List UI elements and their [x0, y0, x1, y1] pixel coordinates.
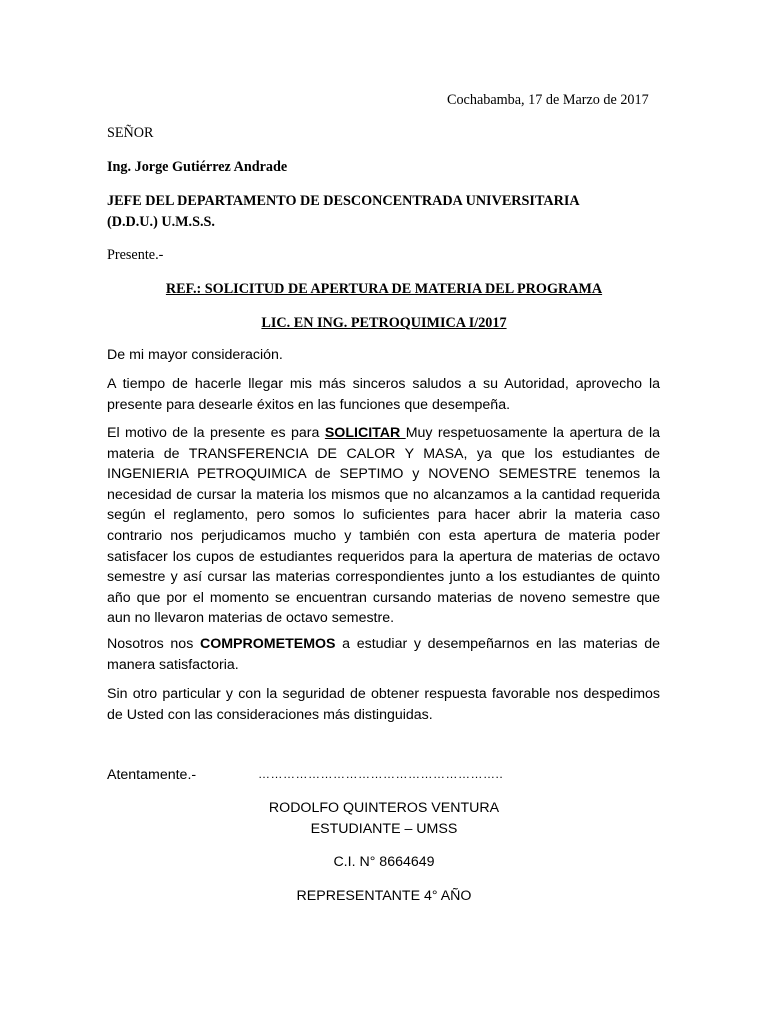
reference-line2: LIC. EN ING. PETROQUIMICA I/2017	[261, 315, 507, 331]
reference-line1: REF.: SOLICITUD DE APERTURA DE MATERIA DEL PROGRAMA	[165, 281, 603, 297]
recipient-position-line2: (D.D.U.) U.M.S.S.	[107, 214, 215, 230]
signature-line: …………………………………………………..	[258, 767, 504, 781]
paragraph-3-emphasis: COMPROMETEMOS	[199, 636, 336, 652]
signer-representative: REPRESENTANTE 4° AÑO	[296, 888, 472, 904]
paragraph-3-intro: Nosotros nos	[107, 636, 200, 652]
presente: Presente.-	[107, 247, 164, 263]
greeting: De mi mayor consideración.	[107, 347, 283, 363]
paragraph-2-emphasis: SOLICITAR	[324, 425, 406, 441]
recipient-position-line1: JEFE DEL DEPARTAMENTO DE DESCONCENTRADA UNIVERSITARIA	[107, 193, 580, 209]
closing: Atentamente.-	[107, 767, 197, 783]
paragraph-2-intro: El motivo de la presente es para	[107, 425, 325, 441]
recipient-name: Ing. Jorge Gutiérrez Andrade	[107, 159, 288, 175]
paragraph-3-body: a estudiar y desempeñarnos en las materias de manera satisfactoria.	[107, 636, 661, 673]
salutation-title: SEÑOR	[107, 125, 154, 141]
signer-ci: C.I. N° 8664649	[333, 854, 435, 870]
paragraph-4: Sin otro particular y con la seguridad de obtener respuesta favorable nos despedimos de Usted con las consideraciones más distinguidas.	[107, 686, 660, 723]
letter-date: Cochabamba, 17 de Marzo de 2017	[447, 92, 649, 108]
signer-name: RODOLFO QUINTEROS VENTURA	[268, 800, 500, 816]
paragraph-2-body: Muy respetuosamente la apertura de la materia de TRANSFERENCIA DE CALOR Y MASA, ya que los estudiantes de INGENIERIA PETROQUIMICA de SEPTIMO y NOVENO SEMESTRE tenemos la necesidad de cursar la materia los mismos que no alcanzamos a la cantidad requerida según el reglamento, pero somos lo suficientes para hacer abrir la materia caso contrario nos perjudicamos mucho y también con esta apertura de materia poder satisfacer los cupos de estudiantes requeridos para la apertura de materias de octavo semestre y así cursar las materias correspondientes junto a los estudiantes de quinto año que por el momento se encuentran cursando materias de noveno semestre que aun no llevaron materias de octavo semestre.	[107, 425, 660, 627]
signer-role: ESTUDIANTE – UMSS	[310, 821, 458, 837]
paragraph-2	[107, 423, 660, 629]
paragraph-1: A tiempo de hacerle llegar mis más sinceros saludos a su Autoridad, aprovecho la presente para desearle éxitos en las funciones que desempeña.	[107, 376, 660, 413]
paragraph-3	[107, 634, 660, 675]
